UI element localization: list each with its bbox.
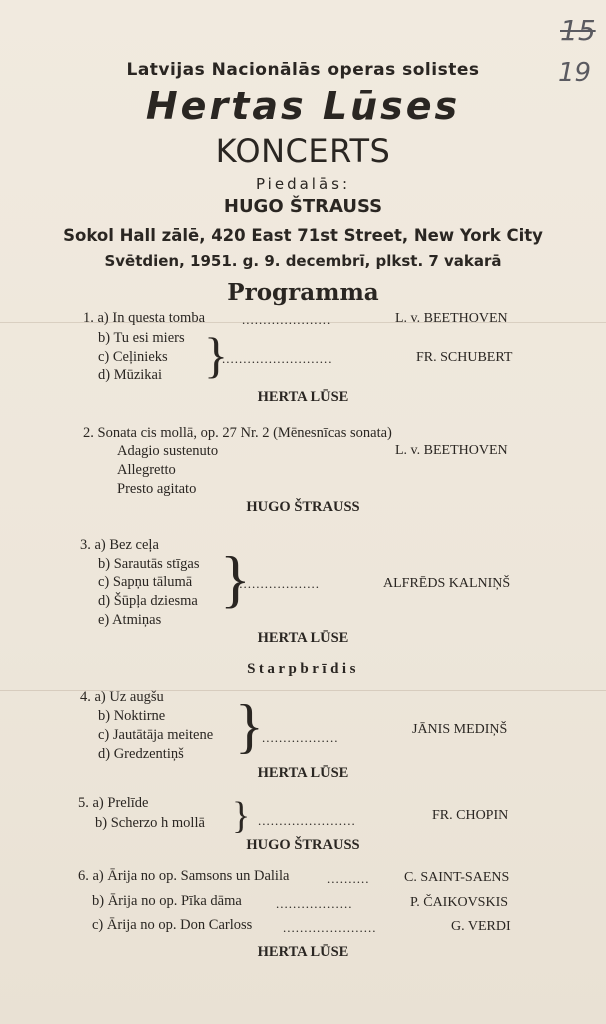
brace: } [235,693,264,759]
item-4c: c) Jautātāja meitene [98,727,214,743]
leader-dots: .......... [327,871,370,886]
composer-2: L. v. BEETHOVEN [395,443,508,458]
item-1a: 1. a) In questa tomba [83,310,206,326]
item-5a: 5. a) Prelīde [78,795,149,811]
brace: } [204,327,228,383]
composer-6a: C. SAINT-SAENS [404,870,510,885]
header-featuring: Piedalās: [255,175,351,193]
brace: } [232,795,251,837]
item-6b: b) Ārija no op. Pīka dāma [92,893,242,909]
performer-5: HUGO ŠTRAUSS [246,837,360,853]
performer-6: HERTA LŪSE [257,944,349,960]
item-1b: b) Tu esi miers [98,330,185,346]
item-3a: 3. a) Bez ceļa [80,537,159,553]
item-3b: b) Sarautās stīgas [98,556,200,572]
item-3e: e) Atmiņas [98,612,162,628]
composer-4: JĀNIS MEDIŅŠ [412,722,508,737]
item-4a: 4. a) Uz augšu [80,689,164,705]
composer-3: ALFRĒDS KALNIŅŠ [383,576,511,591]
composer-1a: L. v. BEETHOVEN [395,311,508,326]
item-5b: b) Scherzo h mollā [95,815,205,831]
intermission: Starpbrīdis [247,661,359,677]
composer-1-group: FR. SCHUBERT [416,350,513,365]
composer-6c: G. VERDI [451,919,511,934]
performer-1: HERTA LŪSE [257,389,349,405]
leader-dots: ...................... [283,920,377,935]
item-2-movement1: Adagio sustenuto [117,443,219,459]
item-2-movement3: Presto agitato [117,481,197,497]
leader-dots: .................. [276,896,353,911]
composer-5: FR. CHOPIN [432,808,509,823]
handwritten-crossed-number: 15 [560,14,596,47]
header-guest: HUGO ŠTRAUSS [223,196,383,217]
item-4b: b) Noktirne [98,708,166,724]
header-line1: Latvijas Nacionālās operas solistes [126,60,480,80]
item-2-title: 2. Sonata cis mollā, op. 27 Nr. 2 (Mēnesnīcas sonata) [83,425,392,441]
header-singer-name: Hertas Lūses [145,84,461,128]
item-3c: c) Sapņu tālumā [98,574,193,590]
item-4d: d) Gredzentiņš [98,746,184,762]
program-title: Programma [227,279,379,306]
item-3d: d) Šūpļa dziesma [98,593,198,609]
leader-dots: ....................... [258,813,356,828]
composer-6b: P. ČAIKOVSKIS [410,895,509,910]
item-1c: c) Ceļinieks [98,349,168,365]
leader-dots: ..................... [242,312,332,327]
handwritten-number: 19 [558,58,592,88]
leader-dots: .......................... [222,351,333,366]
item-6c: c) Ārija no op. Don Carloss [92,917,253,933]
header-date: Svētdien, 1951. g. 9. decembrī, plkst. 7 vakarā [104,252,502,270]
item-6a: 6. a) Ārija no op. Samsons un Dalila [78,868,290,884]
performer-2: HUGO ŠTRAUSS [246,499,360,515]
leader-dots: .................. [262,730,339,745]
brace: } [220,543,251,614]
item-2-movement2: Allegretto [117,462,176,478]
item-1d: d) Mūzikai [98,367,163,383]
header-venue: Sokol Hall zālē, 420 East 71st Street, New York City [63,226,543,245]
performer-4: HERTA LŪSE [257,765,349,781]
leader-dots: .................... [235,576,320,591]
header-concert: KONCERTS [215,132,391,170]
performer-3: HERTA LŪSE [257,630,349,646]
